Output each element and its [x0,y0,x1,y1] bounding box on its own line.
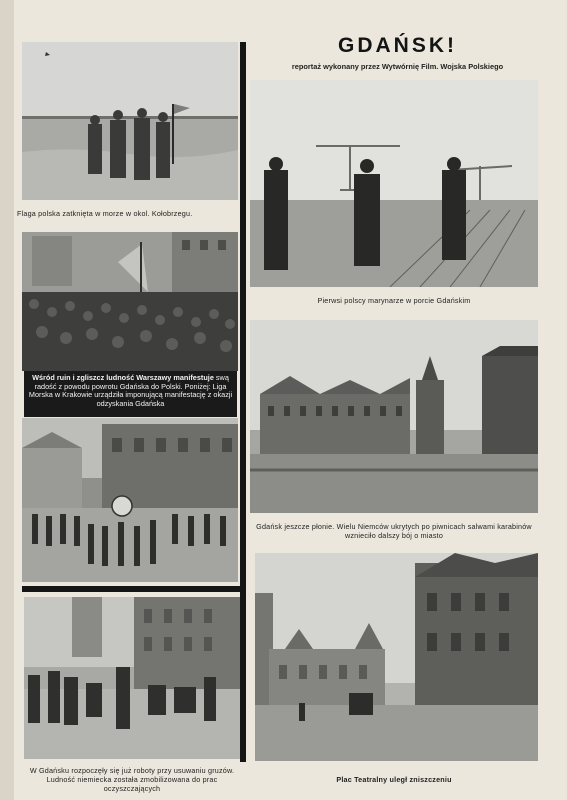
caption-burning: Gdańsk jeszcze płonie. Wielu Niemców ukrytych po piwnicach salwami karabinów wznieciło dalszy bój o miasto [256,522,532,540]
caption-warsaw-lead: Wśród ruin i zgliszcz ludność Warszawy manifestuje [32,373,214,382]
caption-warsaw [24,371,237,417]
caption-rubble: W Gdańsku rozpoczęły się już roboty przy usuwaniu gruzów. Ludność niemiecka została zmobilizowana do prac oczyszczających [29,766,235,793]
photo-divider [22,586,242,592]
caption-warsaw-rest: swą radość z powodu powrotu Gdańska do Polski. Poniżej: Liga Morska w Krakowie urządziła imponującą manifestację z okazji odzyskania Gdańska [28,373,233,408]
caption-theatre: Plac Teatralny uległ zniszczeniu [336,775,452,784]
page-title: GDAŃSK! [338,34,457,57]
column-divider [240,42,246,762]
photo-sailors-port [250,80,538,287]
photo-flag-sea [22,42,238,200]
page-edge [0,0,14,800]
photo-krakow-manifestation [22,418,238,582]
photo-rubble-clearing [24,597,240,759]
photo-warsaw-crowd [22,232,238,371]
photo-plac-teatralny [255,553,538,761]
caption-sailors: Pierwsi polscy marynarze w porcie Gdańskim [317,296,471,305]
caption-flag-sea: Flaga polska zatknięta w morze w okol. Kołobrzegu. [17,209,193,218]
page-subtitle: reportaż wykonany przez Wytwórnię Film. Wojska Polskiego [291,62,504,71]
photo-gdansk-burning [250,320,538,513]
